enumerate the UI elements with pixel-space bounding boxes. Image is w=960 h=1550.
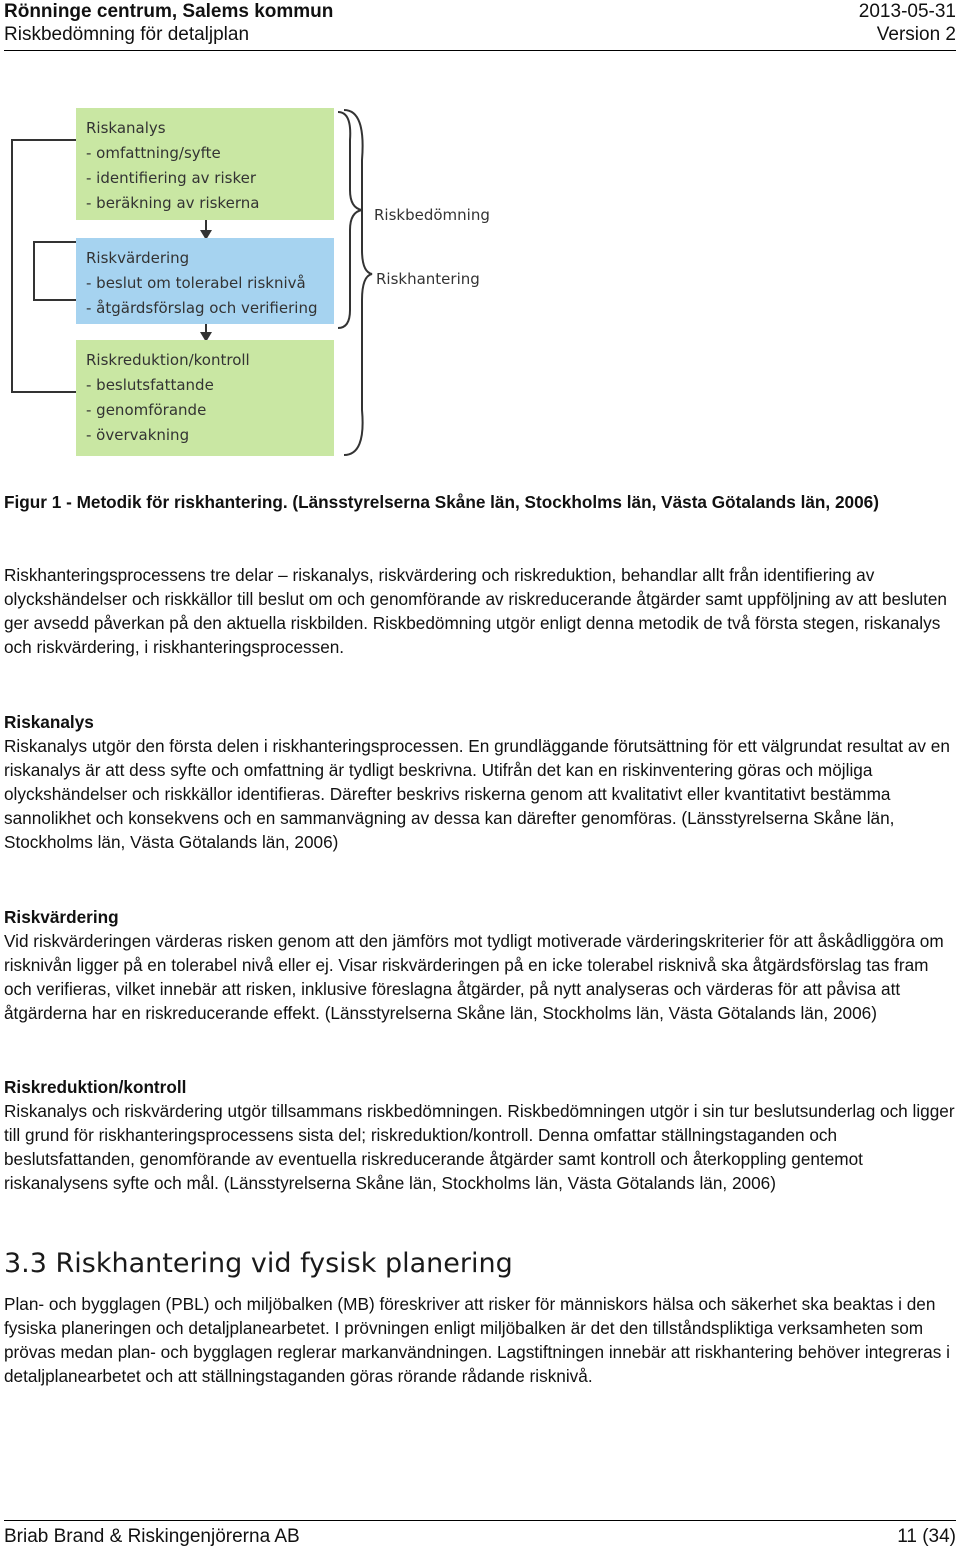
section-text: Riskanalys utgör den första delen i riskhanteringsprocessen. En grundläggande förutsättning för ett välgrundat resultat av en riskanalys är att dess syfte och omfattning är tydligt beskrivna. Utifrån det kan en riskinventering göras och möjliga olyckshändelser och riskkällor identifieras. Därefter beskrivs riskerna genom att kvalitativt eller kvantitativt bestämma sannolikhet och konsekvens och en sammanvägning av dessa kan därefter genomföras. (Länsstyrelserna Skåne län, Stockholms län, Västa Götalands län, 2006): [4, 736, 950, 852]
caption-bold: Figur 1 - Metodik för riskhantering.: [4, 492, 288, 512]
footer-company: Briab Brand & Riskingenjörerna AB: [4, 1526, 300, 1547]
header-version: Version 2: [876, 24, 956, 45]
header-title: Rönninge centrum, Salems kommun: [4, 1, 334, 22]
section-3-3-text: Plan- och bygglagen (PBL) och miljöbalken (MB) föreskriver att risker för människors hälsa och säkerhet ska beaktas i den fysiska planeringen och detaljplanearbetet. I prövningen enligt miljöbalken är det den tillståndspliktiga verksamheten som prövas medan plan- och bygglagen reglerar markanvändningen. Lagstiftningen innebär att riskhantering behöver integreras i detaljplanearbetet och att ställningstaganden göras rörande rådande risknivå.: [4, 1294, 950, 1386]
section-riskvardering: [4, 905, 956, 1025]
box-title: Riskanalys: [86, 119, 166, 137]
box-item: - beslut om tolerabel risknivå: [86, 274, 306, 292]
box-item: - beslutsfattande: [86, 376, 214, 394]
riskanalys-box: [76, 108, 334, 220]
header-date: 2013-05-31: [858, 1, 956, 22]
section-heading: Riskvärdering: [4, 907, 119, 927]
box-item: - beräkning av riskerna: [86, 194, 260, 212]
section-riskanalys: [4, 710, 956, 854]
box-item: - övervakning: [86, 426, 190, 444]
figure-caption: [4, 490, 956, 514]
footer-page-number: 11 (34): [897, 1526, 956, 1547]
section-heading: Riskanalys: [4, 712, 94, 732]
caption-rest: (Länsstyrelserna Skåne län, Stockholms län, Västa Götalands län, 2006): [287, 492, 879, 512]
box-item: - identifiering av risker: [86, 169, 256, 187]
section-3-3-heading: 3.3 Riskhantering vid fysisk planering: [4, 1248, 513, 1279]
header-subtitle: Riskbedömning för detaljplan: [4, 24, 250, 45]
intro-paragraph: Riskhanteringsprocessens tre delar – riskanalys, riskvärdering och riskreduktion, behandlar allt från identifiering av olyckshändelser och riskkällor till beslut om och genomförande av riskreducerande åtgärder samt uppföljning av att besluten ger avsedd påverkan på den aktuella riskbilden. Riskbedömning utgör enligt denna metodik de två första stegen, riskanalys och riskvärdering, i riskhanteringsprocessen.: [4, 565, 947, 657]
box-title: Riskvärdering: [86, 249, 190, 267]
section-heading: Riskreduktion/kontroll: [4, 1077, 187, 1097]
box-item: - genomförande: [86, 401, 207, 419]
section-text: Riskanalys och riskvärdering utgör tillsammans riskbedömningen. Riskbedömningen utgör i sin tur beslutsunderlag och ligger till grund för riskhanteringsprocessens sista del; riskreduktion/kontroll. Denna omfattar ställningstaganden och beslutsfattanden, genomförande av eventuella riskreducerande åtgärder samt kontroll och återkoppling gentemot riskanalysens syfte och mål. (Länsstyrelserna Skåne län, Stockholms län, Västa Götalands län, 2006): [4, 1101, 955, 1193]
label-riskbedomning: Riskbedömning: [374, 206, 490, 224]
box-title: Riskreduktion/kontroll: [86, 351, 250, 369]
riskreduktion-box: [76, 340, 334, 456]
box-item: - omfattning/syfte: [86, 144, 221, 162]
header-divider: [4, 50, 956, 51]
label-riskhantering: Riskhantering: [376, 270, 480, 288]
section-riskreduktion: [4, 1075, 956, 1195]
section-text: Vid riskvärderingen värderas risken genom att den jämförs mot tydligt motiverade värderingskriterier för att åskådliggöra om risknivån ligger på en tolerabel nivå eller ej. Visar riskvärderingen på en icke tolerabel risknivå ska åtgärdsförslag tas fram och verifieras, vilket innebär att risken, inklusive föreslagna åtgärder, på nytt analyseras och värderas för att påvisa att åtgärderna har en riskreducerande effekt. (Länsstyrelserna Skåne län, Stockholms län, Västa Götalands län, 2006): [4, 931, 944, 1023]
box-item: - åtgärdsförslag och verifiering: [86, 299, 318, 317]
riskvardering-box: [76, 238, 334, 324]
risk-management-figure: [0, 100, 520, 470]
footer-divider: [4, 1520, 956, 1521]
